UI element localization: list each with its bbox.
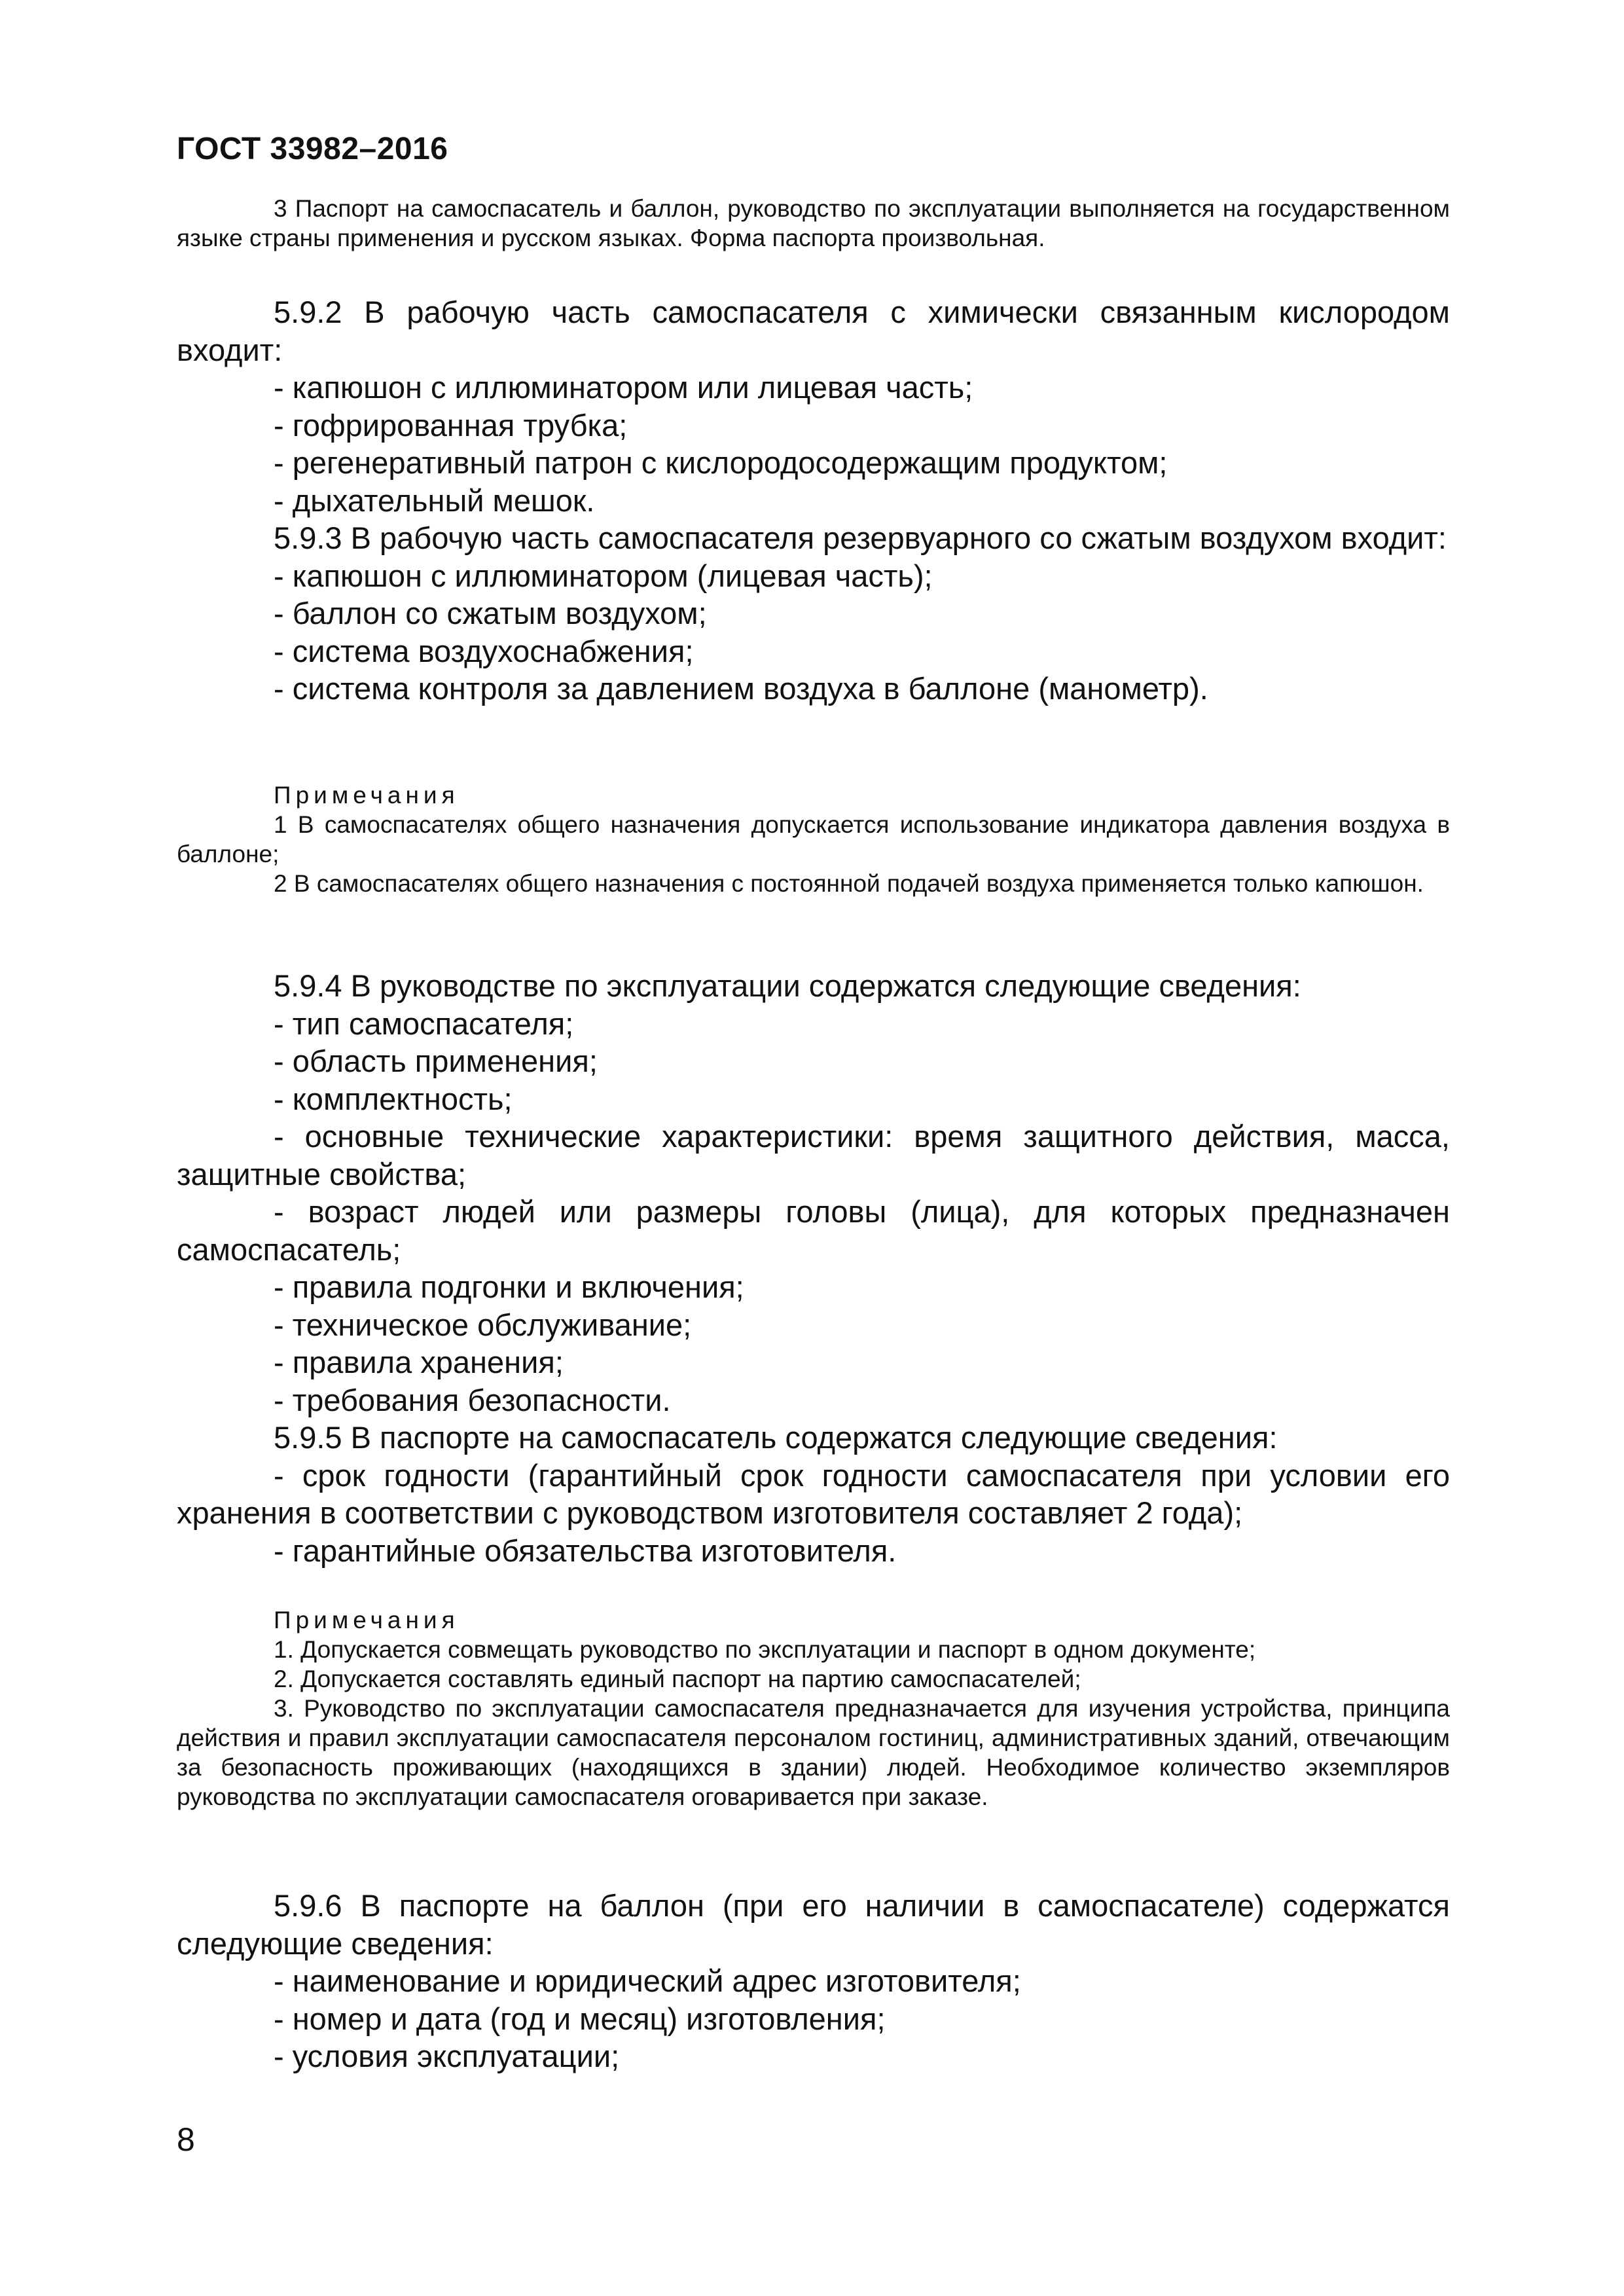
list-item: - гарантийные обязательства изготовителя. bbox=[274, 1533, 897, 1568]
section-5-9-3 bbox=[177, 519, 1450, 708]
page-number: 8 bbox=[177, 2121, 195, 2158]
list-item: - регенеративный патрон с кислородосодержащим продуктом; bbox=[274, 445, 1168, 480]
list-item: - тип самоспасателя; bbox=[274, 1006, 574, 1041]
notes-block-2 bbox=[177, 1605, 1450, 1812]
list-item: - номер и дата (год и месяц) изготовления; bbox=[274, 2001, 886, 2036]
section-5-9-5 bbox=[177, 1419, 1450, 1569]
list-item: - наименование и юридический адрес изготовителя; bbox=[274, 1963, 1021, 1998]
list-item: - капюшон с иллюминатором или лицевая часть; bbox=[274, 370, 973, 405]
note-item: 1 В самоспасателях общего назначения допускается использование индикатора давления воздуха в баллоне; bbox=[177, 811, 1450, 867]
list-item: - правила подгонки и включения; bbox=[274, 1269, 744, 1304]
list-item: - основные технические характеристики: время защитного действия, масса, защитные свойства; bbox=[177, 1119, 1450, 1192]
notes-block-1 bbox=[177, 780, 1450, 898]
notes-heading: Примечания bbox=[274, 782, 460, 809]
document-header: ГОСТ 33982–2016 bbox=[177, 132, 448, 166]
list-item: - срок годности (гарантийный срок годности самоспасателя при условии его хранения в соответствии с руководством изготовителя составляет 2 года); bbox=[177, 1457, 1450, 1530]
list-item: - баллон со сжатым воздухом; bbox=[274, 596, 707, 630]
section-5-9-3-text: 5.9.3 В рабочую часть самоспасателя резервуарного со сжатым воздухом входит: bbox=[274, 520, 1447, 555]
list-item: - техническое обслуживание; bbox=[274, 1307, 692, 1342]
list-item: - система воздухоснабжения; bbox=[274, 633, 694, 668]
section-5-9-2 bbox=[177, 293, 1450, 519]
note-item: 3. Руководство по эксплуатации самоспасателя предназначается для изучения устройства, принципа действия и правил эксплуатации самоспасателя персоналом гостиниц, административных зданий, отвечающим за безопасность проживающих (находящихся в здании) людей. Необходимое количество экземпляров руководства по эксплуатации самоспасателя оговаривается при заказе. bbox=[177, 1695, 1450, 1810]
list-item: - система контроля за давлением воздуха в баллоне (манометр). bbox=[274, 671, 1208, 706]
list-item: - дыхательный мешок. bbox=[274, 483, 595, 518]
section-5-9-5-text: 5.9.5 В паспорте на самоспасатель содержатся следующие сведения: bbox=[274, 1420, 1278, 1455]
note-item: 2 В самоспасателях общего назначения с постоянной подачей воздуха применяется только капюшон. bbox=[274, 870, 1424, 897]
notes-heading: Примечания bbox=[274, 1607, 460, 1633]
list-item: - возраст людей или размеры головы (лица), для которых предназначен самоспасатель; bbox=[177, 1194, 1450, 1267]
section-5-9-4 bbox=[177, 967, 1450, 1419]
list-item: - правила хранения; bbox=[274, 1345, 564, 1379]
list-item: - требования безопасности. bbox=[274, 1382, 671, 1417]
list-item: - капюшон с иллюминатором (лицевая часть); bbox=[274, 558, 933, 593]
intro-note-text: 3 Паспорт на самоспасатель и баллон, руководство по эксплуатации выполняется на государственном языке страны применения и русском языках. Форма паспорта произвольная. bbox=[177, 195, 1450, 251]
list-item: - гофрированная трубка; bbox=[274, 407, 628, 443]
note-item: 1. Допускается совмещать руководство по эксплуатации и паспорт в одном документе; bbox=[274, 1636, 1256, 1663]
section-5-9-4-text: 5.9.4 В руководстве по эксплуатации содержатся следующие сведения: bbox=[274, 968, 1301, 1003]
section-5-9-2-text: 5.9.2 В рабочую часть самоспасателя с химически связанным кислородом входит: bbox=[177, 295, 1450, 367]
list-item: - комплектность; bbox=[274, 1081, 513, 1116]
section-5-9-6 bbox=[177, 1887, 1450, 2075]
list-item: - условия эксплуатации; bbox=[274, 2039, 620, 2073]
note-item: 2. Допускается составлять единый паспорт на партию самоспасателей; bbox=[274, 1666, 1081, 1692]
intro-note bbox=[177, 194, 1450, 253]
list-item: - область применения; bbox=[274, 1044, 598, 1078]
section-5-9-6-text: 5.9.6 В паспорте на баллон (при его наличии в самоспасателе) содержатся следующие сведения: bbox=[177, 1888, 1450, 1961]
